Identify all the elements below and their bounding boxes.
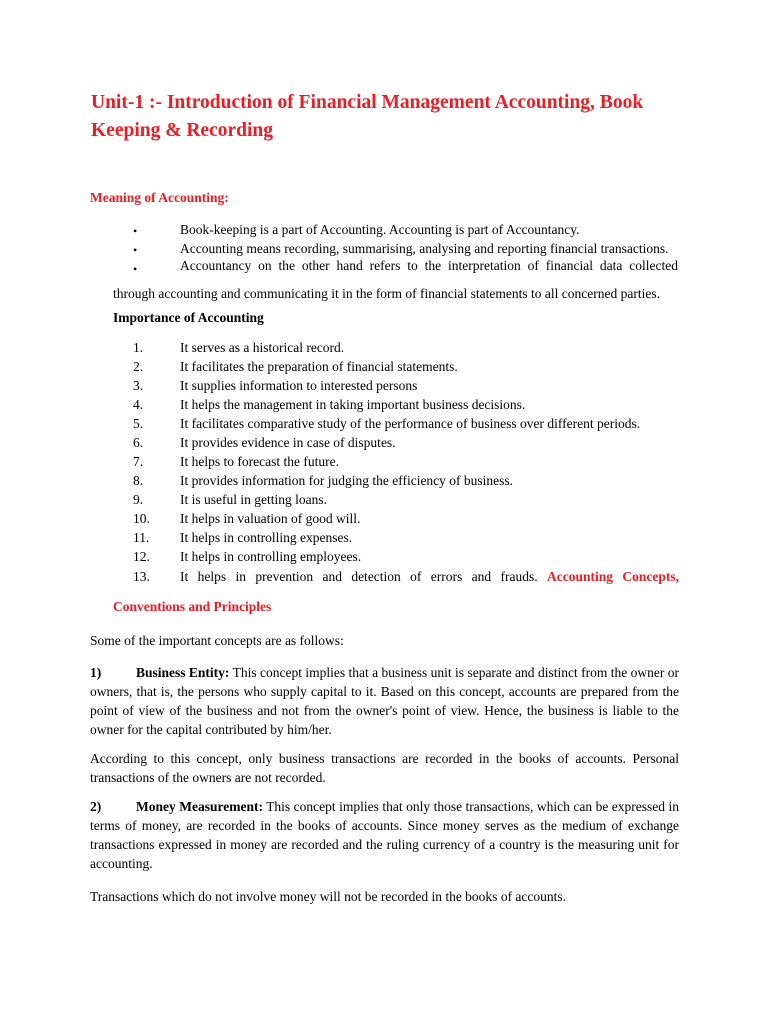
list-item-number: 5.: [133, 416, 144, 431]
list-item-number: 10.: [133, 511, 150, 526]
list-item-number: 4.: [133, 397, 144, 412]
concept-business-entity: [90, 663, 679, 739]
list-item-number: 6.: [133, 435, 144, 450]
concepts-heading-part-1: Accounting Concepts,: [547, 569, 679, 584]
meaning-bullet-1: Book-keeping is a part of Accounting. Accounting is part of Accountancy.: [180, 222, 580, 237]
list-item-13-line: [180, 569, 679, 585]
list-item: It helps the management in taking important business decisions.: [180, 397, 526, 412]
list-item: It provides information for judging the efficiency of business.: [180, 473, 514, 488]
list-item-number: 12.: [133, 549, 150, 564]
concept-text: This concept implies that a business unit is separate and distinct from the owner or owners, that is, the persons who supply capital to it. Based on this concept, accounts are prepared from the point of view of the business and not from the owner's point of view. Hence, the business is liable to the owner for the capital contributed by him/her.: [90, 665, 679, 737]
concept-label: Money Measurement:: [136, 799, 263, 814]
list-item: It facilitates the preparation of financial statements.: [180, 359, 458, 374]
list-item: It helps in controlling employees.: [180, 549, 362, 564]
importance-heading: Importance of Accounting: [113, 310, 264, 325]
bullet-marker: •: [133, 262, 138, 276]
list-item: It helps in valuation of good will.: [180, 511, 361, 526]
meaning-continuation: through accounting and communicating it in the form of financial statements to all concerned parties.: [113, 286, 660, 301]
list-item-number: 1.: [133, 340, 144, 355]
meaning-bullet-3: Accountancy on the other hand refers to the interpretation of financial data collected: [180, 258, 678, 273]
bullet-marker: •: [133, 224, 138, 238]
concept-business-entity-para-2: According to this concept, only business transactions are recorded in the books of accounts. Personal transactions of the owners are not recorded.: [90, 751, 679, 785]
list-item-number: 7.: [133, 454, 144, 469]
concept-label: Business Entity:: [136, 665, 230, 680]
list-item: It is useful in getting loans.: [180, 492, 327, 507]
page-title-line-1: Unit-1 :- Introduction of Financial Management Accounting, Book: [91, 92, 644, 113]
concepts-intro: Some of the important concepts are as follows:: [90, 633, 344, 648]
list-item: It helps to forecast the future.: [180, 454, 339, 469]
list-item: It helps in prevention and detection of errors and frauds.: [180, 569, 538, 584]
list-item: It supplies information to interested persons: [180, 378, 418, 393]
list-item: It provides evidence in case of disputes.: [180, 435, 396, 450]
page-title-line-2: Keeping & Recording: [91, 120, 273, 141]
meaning-bullet-2: Accounting means recording, summarising, analysing and reporting financial transactions.: [180, 241, 669, 256]
concept-money-measurement-para-2: Transactions which do not involve money will not be recorded in the books of accounts.: [90, 889, 567, 904]
list-item: It serves as a historical record.: [180, 340, 345, 355]
list-item: It helps in controlling expenses.: [180, 530, 353, 545]
concept-number: 2): [90, 799, 102, 814]
list-item-number: 11.: [133, 530, 150, 545]
list-item-number: 13.: [133, 569, 150, 584]
list-item-number: 2.: [133, 359, 144, 374]
bullet-marker: •: [133, 243, 138, 257]
meaning-heading: Meaning of Accounting:: [90, 190, 229, 205]
list-item-number: 3.: [133, 378, 144, 393]
list-item-number: 9.: [133, 492, 144, 507]
concept-text: This concept implies that only those transactions, which can be expressed in terms of money, are recorded in the books of accounts. Since money serves as the medium of exchange transactions expressed in money are recorded and the ruling currency of a country is the measuring unit for accounting.: [90, 799, 679, 871]
concept-money-measurement: [90, 797, 679, 873]
concepts-heading-part-2: Conventions and Principles: [113, 599, 272, 614]
list-item-number: 8.: [133, 473, 144, 488]
concept-number: 1): [90, 665, 102, 680]
list-item: It facilitates comparative study of the performance of business over different periods.: [180, 416, 641, 431]
